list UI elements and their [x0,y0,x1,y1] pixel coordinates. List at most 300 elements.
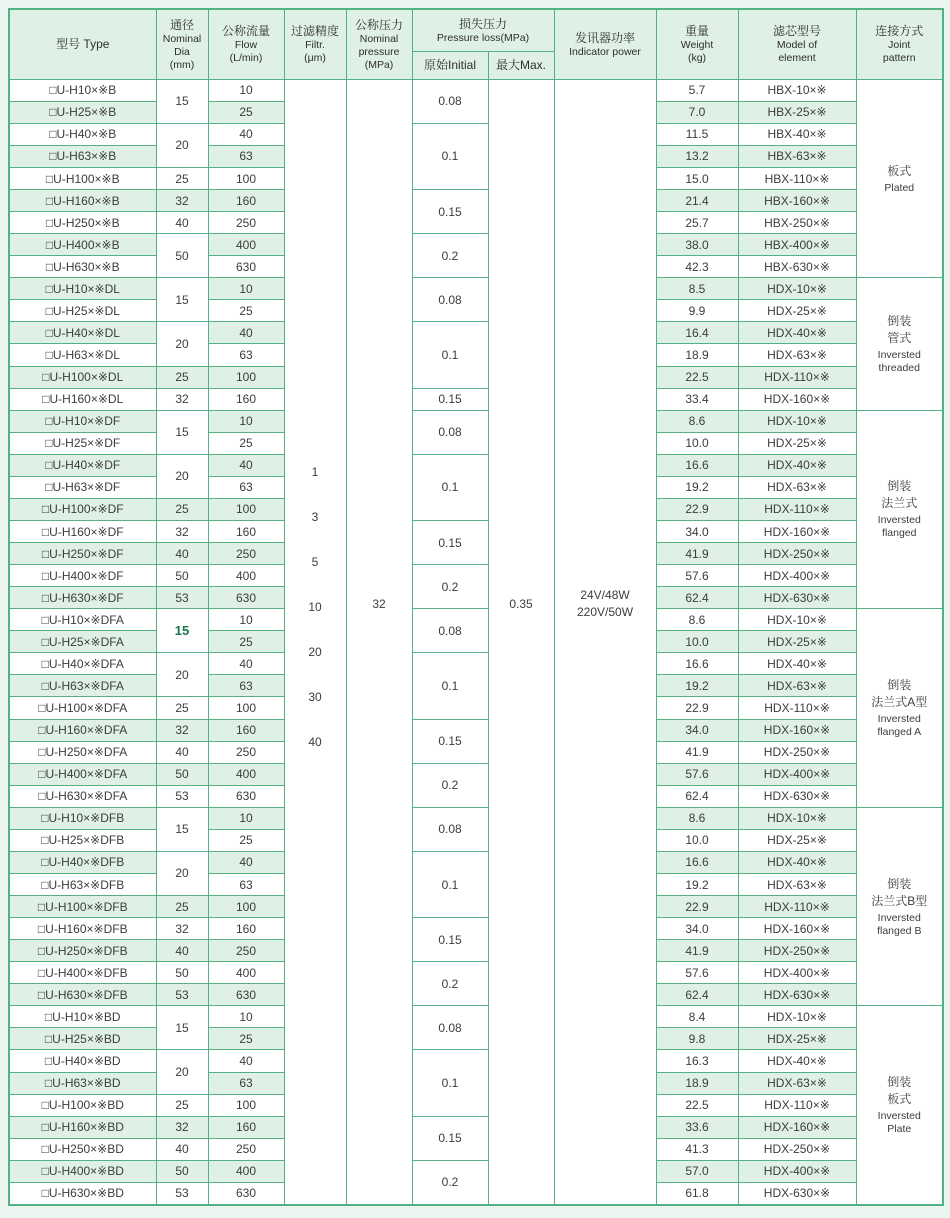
dia-value: 15 [175,425,189,440]
joint-pattern-cell [856,278,943,410]
flow-cell: 400 [208,234,284,256]
type-cell: □U-H250×※BD [9,1138,156,1160]
element-cell: HDX-10×※ [738,410,856,432]
element-cell: HDX-400×※ [738,962,856,984]
flow-cell: 25 [208,631,284,653]
dia-cell [156,322,208,366]
text-line: (mm) [169,58,195,71]
dia-value: 25 [175,701,189,716]
loss-initial-cell: 0.08 [412,79,488,123]
type-cell: □U-H25×※B [9,101,156,123]
dia-value: 20 [175,469,189,484]
dia-value: 20 [175,336,189,351]
dia-cell [156,79,208,123]
text-line: threaded [878,361,920,374]
element-cell: HDX-250×※ [738,543,856,565]
type-cell: □U-H160×※BD [9,1116,156,1138]
header-loss-max [488,51,554,79]
dia-cell [156,1182,208,1205]
weight-cell: 16.4 [656,322,738,344]
type-cell: □U-H25×※DFA [9,631,156,653]
weight-cell: 8.6 [656,807,738,829]
dia-cell [156,940,208,962]
loss-initial-cell: 0.1 [412,851,488,917]
dia-cell [156,454,208,498]
filtr-value: 1 [311,464,319,479]
element-cell: HDX-25×※ [738,829,856,851]
header-loss-initial [412,51,488,79]
type-cell: □U-H63×※DF [9,476,156,498]
text-line: Inversted [877,713,921,726]
spec-row [9,322,943,344]
type-cell: □U-H10×※DF [9,410,156,432]
dia-value: 15 [174,623,190,639]
dia-cell [156,896,208,918]
element-cell: HDX-250×※ [738,940,856,962]
element-cell: HDX-160×※ [738,520,856,542]
element-cell: HDX-63×※ [738,476,856,498]
element-cell: HDX-250×※ [738,741,856,763]
indicator-power-line: 24V/48W [580,587,630,602]
weight-cell: 5.7 [656,79,738,101]
type-cell: □U-H63×※B [9,145,156,167]
dia-value: 15 [175,94,189,109]
loss-initial-cell: 0.2 [412,763,488,807]
element-cell: HDX-630×※ [738,587,856,609]
spec-row [9,807,943,829]
text-line: flanged A [877,726,922,739]
element-cell: HDX-630×※ [738,1182,856,1205]
nominal-pressure-cell [346,79,412,1205]
weight-cell: 18.9 [656,344,738,366]
loss-initial-cell: 0.2 [412,1160,488,1205]
joint-pattern-en [857,514,943,540]
loss-initial-cell: 0.1 [412,123,488,189]
element-cell: HDX-25×※ [738,631,856,653]
loss-initial-cell: 0.08 [412,1006,488,1050]
weight-cell: 62.4 [656,587,738,609]
weight-cell: 62.4 [656,984,738,1006]
dia-value: 40 [175,1142,189,1157]
type-cell: □U-H250×※DFA [9,741,156,763]
text-line: 发讯器功率 [575,30,636,45]
flow-cell: 160 [208,388,284,410]
filtr-values-cell [284,79,346,1205]
weight-cell: 16.6 [656,653,738,675]
flow-cell: 63 [208,873,284,895]
flow-cell: 400 [208,565,284,587]
spec-row [9,388,943,410]
spec-row [9,79,943,101]
dia-value: 32 [175,524,189,539]
element-cell: HDX-160×※ [738,918,856,940]
flow-cell: 100 [208,366,284,388]
dia-cell [156,565,208,587]
joint-pattern-en [857,912,943,938]
element-cell: HDX-110×※ [738,896,856,918]
element-cell: HDX-10×※ [738,807,856,829]
element-cell: HDX-160×※ [738,1116,856,1138]
type-cell: □U-H25×※DF [9,432,156,454]
weight-cell: 57.0 [656,1160,738,1182]
dia-value: 20 [175,1065,189,1080]
filter-spec-table-container [8,8,942,1206]
text-line: Inversted [877,514,921,527]
dia-cell [156,123,208,167]
header-nominal-pressure [346,9,412,79]
filtr-value: 40 [308,734,322,749]
dia-cell [156,234,208,278]
weight-cell: 34.0 [656,520,738,542]
spec-row [9,962,943,984]
weight-cell: 16.3 [656,1050,738,1072]
text-line: Inversted [877,911,921,924]
weight-cell: 57.6 [656,962,738,984]
weight-cell: 61.8 [656,1182,738,1205]
flow-cell: 63 [208,145,284,167]
dia-value: 50 [175,965,189,980]
type-cell: □U-H10×※BD [9,1006,156,1028]
text-line: 型号 Type [56,37,110,52]
type-cell: □U-H63×※DFA [9,675,156,697]
type-cell: □U-H40×※BD [9,1050,156,1072]
dia-cell [156,609,208,653]
dia-value: 15 [175,1020,189,1035]
text-line: 损失压力 [459,16,508,31]
element-cell: HDX-63×※ [738,675,856,697]
loss-initial-cell: 0.15 [412,520,488,564]
loss-initial-cell: 0.15 [412,719,488,763]
text-line: (kg) [687,52,707,65]
flow-cell: 630 [208,1182,284,1205]
element-cell: HDX-10×※ [738,609,856,631]
flow-cell: 40 [208,454,284,476]
dia-cell [156,212,208,234]
spec-row [9,918,943,940]
flow-cell: 630 [208,256,284,278]
flow-cell: 100 [208,498,284,520]
text-line: Inversted [877,1110,921,1123]
dia-value: 50 [175,568,189,583]
text-line: Nominal Dia [162,32,202,58]
flow-cell: 40 [208,322,284,344]
weight-cell: 41.9 [656,741,738,763]
type-cell: □U-H63×※DFB [9,873,156,895]
filtr-value: 5 [311,554,319,569]
loss-initial-cell: 0.1 [412,653,488,719]
dia-value: 32 [175,723,189,738]
text-line: 倒装 [887,876,912,891]
dia-value: 40 [175,546,189,561]
dia-cell [156,498,208,520]
joint-pattern-cell [856,609,943,808]
dia-cell [156,1006,208,1050]
text-line: Nominal [359,32,399,45]
element-cell: HBX-630×※ [738,256,856,278]
dia-value: 15 [175,292,189,307]
type-cell: □U-H400×※DFA [9,763,156,785]
flow-cell: 630 [208,587,284,609]
dia-value: 32 [175,1120,189,1135]
dia-value: 53 [175,1186,189,1201]
text-line: Plated [884,181,915,194]
joint-pattern-cell [856,1006,943,1205]
text-line: 公称压力 [354,17,403,32]
header-filtration [284,9,346,79]
weight-cell: 11.5 [656,123,738,145]
type-cell: □U-H10×※DFA [9,609,156,631]
text-line: Joint [888,39,911,52]
dia-cell [156,190,208,212]
weight-cell: 8.4 [656,1006,738,1028]
weight-cell: 22.9 [656,498,738,520]
element-cell: HBX-160×※ [738,190,856,212]
loss-max-value: 0.35 [509,596,533,611]
type-cell: □U-H25×※BD [9,1028,156,1050]
weight-cell: 42.3 [656,256,738,278]
type-cell: □U-H160×※DFA [9,719,156,741]
dia-cell [156,410,208,454]
dia-cell [156,807,208,851]
loss-initial-cell: 0.15 [412,1116,488,1160]
type-cell: □U-H10×※DFB [9,807,156,829]
flow-cell: 100 [208,697,284,719]
dia-value: 25 [175,1098,189,1113]
flow-cell: 250 [208,543,284,565]
element-cell: HDX-160×※ [738,388,856,410]
joint-pattern-cell [856,807,943,1006]
loss-initial-cell: 0.1 [412,454,488,520]
element-cell: HDX-250×※ [738,1138,856,1160]
type-cell: □U-H40×※DL [9,322,156,344]
spec-row [9,520,943,542]
flow-cell: 10 [208,807,284,829]
element-cell: HDX-400×※ [738,763,856,785]
text-line: 法兰式B型 [871,893,928,908]
dia-value: 32 [175,193,189,208]
dia-value: 50 [175,767,189,782]
element-cell: HDX-40×※ [738,653,856,675]
type-cell: □U-H10×※DL [9,278,156,300]
spec-row [9,190,943,212]
weight-cell: 38.0 [656,234,738,256]
dia-value: 32 [175,921,189,936]
text-line: 倒装 [887,678,912,693]
dia-value: 20 [175,667,189,682]
filtr-value: 10 [308,599,322,614]
type-cell: □U-H160×※DF [9,520,156,542]
text-line: flanged [882,527,917,540]
spec-row [9,1116,943,1138]
element-cell: HDX-40×※ [738,851,856,873]
header-element-model [738,9,856,79]
joint-pattern-cell [856,79,943,278]
weight-cell: 57.6 [656,763,738,785]
dia-cell [156,1160,208,1182]
type-cell: □U-H25×※DL [9,300,156,322]
weight-cell: 34.0 [656,719,738,741]
dia-value: 40 [175,745,189,760]
loss-max-cell [488,79,554,1205]
text-line: 最大Max. [496,58,547,73]
flow-cell: 25 [208,101,284,123]
flow-cell: 250 [208,940,284,962]
weight-cell: 8.6 [656,609,738,631]
weight-cell: 9.8 [656,1028,738,1050]
dia-cell [156,763,208,785]
flow-cell: 40 [208,851,284,873]
flow-cell: 25 [208,432,284,454]
type-cell: □U-H630×※DFA [9,785,156,807]
text-line: Plate [887,1123,912,1136]
dia-cell [156,1050,208,1094]
spec-row [9,278,943,300]
text-line: 法兰式 [881,496,918,511]
flow-cell: 250 [208,1138,284,1160]
filtr-value: 20 [308,644,322,659]
type-cell: □U-H100×※DL [9,366,156,388]
dia-cell [156,167,208,189]
dia-cell [156,962,208,984]
weight-cell: 7.0 [656,101,738,123]
header-nominal-dia [156,9,208,79]
type-cell: □U-H100×※DF [9,498,156,520]
filtr-value: 3 [311,509,319,524]
element-cell: HDX-400×※ [738,1160,856,1182]
text-line: 公称流量 [221,24,270,39]
flow-cell: 63 [208,344,284,366]
type-cell: □U-H630×※DFB [9,984,156,1006]
dia-value: 32 [175,392,189,407]
dia-cell [156,741,208,763]
type-cell: □U-H400×※DF [9,565,156,587]
element-cell: HDX-40×※ [738,454,856,476]
loss-initial-cell: 0.08 [412,278,488,322]
joint-pattern-cell [856,410,943,609]
dia-value: 15 [175,822,189,837]
flow-cell: 10 [208,609,284,631]
dia-cell [156,1116,208,1138]
text-line: flanged B [877,924,922,937]
element-cell: HDX-110×※ [738,498,856,520]
flow-cell: 400 [208,962,284,984]
filtr-values-stack [285,449,346,764]
joint-pattern-en [857,1110,943,1136]
header-pressure-loss [412,9,554,51]
flow-cell: 40 [208,1050,284,1072]
dia-cell [156,520,208,542]
header-indicator-power [554,9,656,79]
filtr-value: 30 [308,689,322,704]
flow-cell: 10 [208,79,284,101]
spec-row [9,565,943,587]
text-line: 通径 [169,17,194,32]
text-line: 过滤精度 [290,24,339,39]
weight-cell: 41.9 [656,543,738,565]
text-line: (L/min) [229,52,263,65]
flow-cell: 160 [208,918,284,940]
element-cell: HDX-160×※ [738,719,856,741]
type-cell: □U-H630×※B [9,256,156,278]
text-line: 板式 [887,1092,912,1107]
flow-cell: 63 [208,476,284,498]
spec-row [9,410,943,432]
type-cell: □U-H25×※DFB [9,829,156,851]
type-cell: □U-H160×※DL [9,388,156,410]
flow-cell: 10 [208,278,284,300]
loss-initial-cell: 0.2 [412,565,488,609]
loss-initial-cell: 0.15 [412,388,488,410]
text-line: 连接方式 [875,24,924,39]
flow-cell: 400 [208,763,284,785]
element-cell: HDX-63×※ [738,344,856,366]
type-cell: □U-H63×※BD [9,1072,156,1094]
weight-cell: 10.0 [656,432,738,454]
text-line: pressure [358,45,400,58]
flow-cell: 160 [208,190,284,212]
text-line: pattern [882,52,916,65]
text-line: 法兰式A型 [871,695,928,710]
dia-cell [156,918,208,940]
flow-cell: 63 [208,1072,284,1094]
element-cell: HDX-10×※ [738,1006,856,1028]
loss-initial-cell: 0.15 [412,918,488,962]
weight-cell: 10.0 [656,631,738,653]
type-cell: □U-H100×※BD [9,1094,156,1116]
type-cell: □U-H100×※B [9,167,156,189]
dia-cell [156,851,208,895]
weight-cell: 22.5 [656,1094,738,1116]
element-cell: HDX-110×※ [738,1094,856,1116]
weight-cell: 33.4 [656,388,738,410]
text-line: Model of [776,39,818,52]
element-cell: HDX-63×※ [738,1072,856,1094]
weight-cell: 33.6 [656,1116,738,1138]
weight-cell: 41.3 [656,1138,738,1160]
dia-cell [156,719,208,741]
text-line: 倒装 [887,479,912,494]
spec-row [9,123,943,145]
dia-value: 25 [175,171,189,186]
element-cell: HDX-10×※ [738,278,856,300]
dia-value: 20 [175,138,189,153]
type-cell: □U-H40×※DFB [9,851,156,873]
header-row-main [9,9,943,51]
spec-row [9,454,943,476]
dia-value: 53 [175,987,189,1002]
spec-row [9,1160,943,1182]
dia-value: 50 [175,1164,189,1179]
flow-cell: 400 [208,1160,284,1182]
type-cell: □U-H250×※B [9,212,156,234]
weight-cell: 25.7 [656,212,738,234]
element-cell: HDX-63×※ [738,873,856,895]
nominal-pressure-value: 32 [372,596,386,611]
element-cell: HDX-630×※ [738,785,856,807]
weight-cell: 22.5 [656,366,738,388]
indicator-power-cell [554,79,656,1205]
dia-cell [156,1138,208,1160]
header-type [9,9,156,79]
weight-cell: 10.0 [656,829,738,851]
loss-initial-cell: 0.2 [412,962,488,1006]
element-cell: HDX-25×※ [738,1028,856,1050]
dia-value: 25 [175,370,189,385]
type-cell: □U-H160×※DFB [9,918,156,940]
filter-spec-table [8,8,944,1206]
weight-cell: 8.6 [656,410,738,432]
flow-cell: 25 [208,829,284,851]
